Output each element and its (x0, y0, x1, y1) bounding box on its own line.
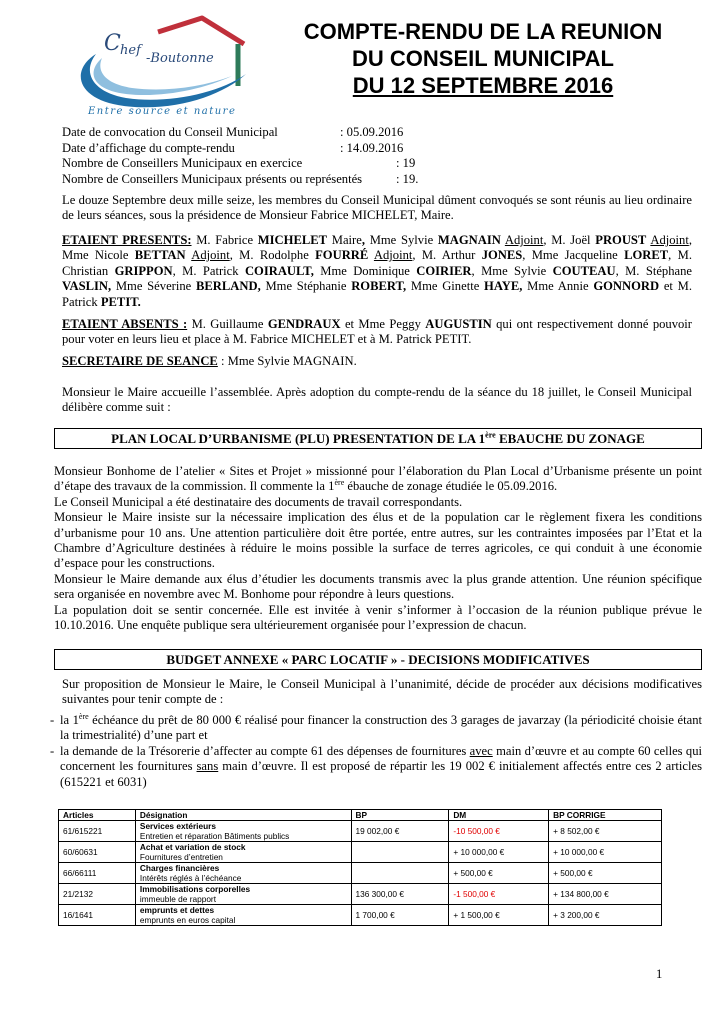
text: BUDGET ANNEXE « PARC LOCATIF » - DECISIONS MODIFICATIVES (166, 652, 590, 667)
superscript: ère (78, 711, 89, 721)
info-row (62, 172, 662, 188)
absents-heading: ETAIENT ABSENTS : (62, 317, 188, 331)
cell-bp-corrige: + 500,00 € (549, 863, 662, 884)
member-name: JONES (481, 248, 523, 263)
cell-bp-corrige: + 8 502,00 € (549, 821, 662, 842)
text: Monsieur Bonhome de l’atelier « Sites et Projet » missionné pour l’élaboration du Plan Local d’Urbanisme présente un point d’étape des travaux de la commission. Il commente la 1 (54, 464, 702, 494)
text: EBAUCHE DU ZONAGE (495, 431, 645, 446)
table-header: Articles (59, 810, 136, 821)
member-name: BETTAN (134, 248, 186, 263)
paragraph: Le Conseil Municipal a été destinataire des documents de travail correspondants. (54, 494, 463, 509)
text: sans (196, 759, 219, 774)
member-name: GONNORD (593, 279, 660, 294)
welcome-paragraph (62, 385, 692, 416)
role-label: Adjoint (504, 233, 544, 247)
cell-article: 61/615221 (59, 821, 136, 842)
table-row (59, 863, 662, 884)
designation-detail: Intérêts réglés à l’échéance (139, 873, 242, 883)
cell-dm: + 10 000,00 € (449, 842, 549, 863)
member-name: MICHELET (257, 233, 328, 247)
designation-detail: Fournitures d’entretien (139, 852, 223, 862)
text: Mme Sylvie (364, 233, 438, 247)
bullet-list (50, 713, 702, 790)
text: Mme Annie (522, 279, 594, 294)
page-number: 1 (656, 967, 663, 981)
section-body-plu (54, 464, 702, 633)
table-header: BP CORRIGE (549, 810, 662, 821)
town-logo (62, 14, 262, 124)
text: Mme Dominique (313, 263, 417, 278)
designation-title: emprunts et dettes (139, 905, 215, 915)
member-name: MAGNAIN (437, 233, 501, 247)
table-row (59, 842, 662, 863)
text: , M. Christian (62, 248, 692, 278)
text: Mme Ginette (406, 279, 485, 294)
cell-article: 16/1641 (59, 905, 136, 926)
member-name: COIRIER (416, 263, 472, 278)
text: , Mme Sylvie (471, 263, 553, 278)
cell-designation (135, 884, 351, 905)
budget-table (58, 809, 662, 926)
title-line-3: DU 12 SEPTEMBRE 2016 (352, 73, 614, 98)
text: Mme Stéphanie (260, 279, 352, 294)
info-value: : 14.09.2016 (340, 140, 404, 155)
meeting-info (62, 125, 662, 187)
paragraph: Monsieur le Maire insiste sur la nécessaire implication des élus et de la population car le règlement fixera les conditions d’urbanisme pour 10 ans. Une attention particulière doit être portée, entre autres, sur les contraintes imposées par l’Etat et la Chambre d’Agriculture destinées à réduire le moins possible la surface de terres agricoles, ce qui conduit à une économie d’espace pour les constructions. (54, 510, 702, 571)
section-heading-plu (54, 428, 702, 449)
text: , M. Arthur (412, 248, 482, 263)
cell-article: 21/2132 (59, 884, 136, 905)
cell-dm: + 1 500,00 € (449, 905, 549, 926)
text: , (361, 233, 365, 247)
cell-bp-corrige: + 10 000,00 € (549, 842, 662, 863)
cell-article: 60/60631 (59, 842, 136, 863)
text: la 1 (60, 713, 79, 727)
cell-bp: 1 700,00 € (351, 905, 449, 926)
text: et M. Patrick (62, 279, 693, 309)
section-body-budget (62, 677, 702, 708)
table-header: DM (449, 810, 549, 821)
text: : Mme Sylvie MAGNAIN. (217, 354, 357, 368)
text: main d’œuvre et au compte 60 celles qui concernent les fournitures (60, 743, 702, 774)
table-header-row (59, 810, 662, 821)
info-label: Nombre de Conseillers Municipaux présents ou représentés (62, 171, 363, 186)
list-item: - la demande de la Trésorerie d’affecter au compte 61 des dépenses de fournitures avec main d’œuvre et au compte 60 celles qui concernent les fournitures sans main d’œuvre. Il est proposé de répartir les 19 002 € initialement affectés entre ces 2 articles (615221 et 6031) (50, 743, 702, 789)
designation-detail: emprunts en euros capital (139, 915, 236, 925)
title-line-2: DU CONSEIL MUNICIPAL (352, 46, 614, 71)
cell-bp: 136 300,00 € (351, 884, 449, 905)
cell-dm: -10 500,00 € (449, 821, 549, 842)
member-name: AUGUSTIN (425, 317, 492, 331)
cell-bp-corrige: + 134 800,00 € (549, 884, 662, 905)
member-name: LORET (624, 248, 669, 263)
list-item: - la 1ère échéance du prêt de 80 000 € réalisé pour financer la construction des 3 garages de javarzay (la périodicité choisie étant la trimestrialité) d’une part et (50, 711, 702, 743)
text: et Mme Peggy (340, 317, 426, 331)
logo-graphic (62, 14, 262, 124)
designation-detail: immeuble de rapport (139, 894, 217, 904)
member-name: VASLIN, (62, 279, 112, 294)
text: M. Fabrice (191, 233, 258, 247)
info-value: : 19 (396, 156, 416, 170)
paragraph: Sur proposition de Monsieur le Maire, le Conseil Municipal à l’unanimité, décide de procéder aux décisions modificatives suivantes pour tenir compte de : (62, 677, 702, 707)
text: , M. Patrick (172, 263, 245, 278)
table-header: BP (351, 810, 449, 821)
info-label: Date d’affichage du compte-rendu (62, 140, 235, 155)
paragraph: Monsieur le Maire demande aux élus d’étudier les documents transmis avec la plus grande attention. Une réunion spécifique sera organisée en novembre avec M. Bonhome pour répondre à leurs questions. (54, 571, 702, 602)
cell-bp (351, 842, 449, 863)
info-row (62, 125, 662, 141)
logo-roof (158, 18, 244, 44)
role-label: Adjoint (373, 248, 413, 263)
cell-dm: -1 500,00 € (449, 884, 549, 905)
info-label: Date de convocation du Conseil Municipal (62, 125, 278, 139)
text: , M. Joël (543, 233, 596, 247)
text: M. Guillaume (187, 317, 268, 331)
member-name: GENDRAUX (267, 317, 341, 331)
table-header: Désignation (135, 810, 351, 821)
cell-designation (135, 842, 351, 863)
role-label: Adjoint (191, 248, 230, 263)
role-label: Adjoint (650, 233, 689, 247)
section-heading-budget (54, 649, 702, 670)
svg-text:-Boutonne: -Boutonne (146, 51, 214, 66)
intro-paragraph (62, 193, 692, 224)
member-name: FOURRÉ (315, 248, 369, 263)
info-value: : 19. (396, 171, 419, 186)
superscript: ère (334, 478, 345, 488)
info-value: : 05.09.2016 (340, 125, 404, 139)
table-row (59, 884, 662, 905)
svg-text:C: C (104, 31, 121, 56)
secretary-heading: SECRETAIRE DE SEANCE (62, 354, 218, 368)
text: Maire (327, 233, 362, 247)
designation-detail: Entretien et réparation Bâtiments publics (139, 831, 290, 841)
svg-text:Entre source et nature: Entre source et nature (88, 106, 237, 117)
cell-designation (135, 863, 351, 884)
cell-article: 66/66111 (59, 863, 136, 884)
designation-title: Charges financières (139, 863, 220, 873)
paragraph: La population doit se sentir concernée. Elle est invitée à venir s’informer à l’occasion de la réunion publique prévue le 10.10.2016. Une enquête publique sera ultérieurement organisée pour l’expression de chacun. (54, 602, 702, 633)
cell-designation (135, 905, 351, 926)
text: Mme Séverine (111, 279, 196, 294)
text: qui ont respectivement donné pouvoir pour voter en leurs lieu et place à M. Fabrice MICHELET et à M. Patrick PETIT. (62, 317, 692, 347)
text: échéance du prêt de 80 000 € réalisé pour financer la construction des 3 garages de javarzay (la périodicité choisie étant la trimestrialité) d’une part et (60, 713, 702, 743)
member-name: ROBERT, (351, 279, 407, 294)
cell-bp (351, 863, 449, 884)
welcome-text: Monsieur le Maire accueille l’assemblée. Après adoption du compte-rendu de la séance du 18 juillet, le Conseil Municipal délibère comme suit : (62, 385, 692, 415)
superscript: ère (485, 430, 496, 440)
text: , Mme Nicole (62, 233, 692, 263)
text: avec (469, 743, 493, 758)
table-row (59, 905, 662, 926)
designation-title: Services extérieurs (139, 821, 217, 831)
member-name: PROUST (595, 233, 647, 247)
member-name: GRIPPON (114, 263, 173, 278)
intro-text: Le douze Septembre deux mille seize, les membres du Conseil Municipal dûment convoqués se sont réunis au lieu ordinaire de leurs séances, sous la présidence de Monsieur Fabrice MICHELET, Maire. (62, 193, 692, 223)
member-name: COIRAULT, (244, 263, 314, 278)
text: main d’œuvre. Il est proposé de répartir les 19 002 € initialement affectés entre ces 2 articles (615221 et 6031) (60, 759, 702, 789)
text: la demande de la Trésorerie d’affecter au compte 61 des dépenses de fournitures (60, 743, 470, 758)
text: , M. Stéphane (615, 263, 692, 278)
info-row (62, 156, 662, 172)
secretary-paragraph (62, 354, 692, 369)
presents-paragraph (62, 233, 692, 310)
presents-heading: ETAIENT PRESENTS: (62, 233, 192, 247)
designation-title: Achat et variation de stock (139, 842, 246, 852)
info-label: Nombre de Conseillers Municipaux en exercice (62, 156, 303, 170)
info-row (62, 141, 662, 157)
document-title (262, 18, 704, 99)
text: , Mme Jacqueline (522, 248, 625, 263)
text: ébauche de zonage étudiée le 05.09.2016. (344, 479, 558, 494)
member-name: PETIT. (100, 294, 141, 309)
absents-paragraph (62, 317, 692, 348)
member-name: HAYE, (484, 279, 523, 294)
text: , M. Rodolphe (229, 248, 316, 263)
table-row (59, 821, 662, 842)
cell-dm: + 500,00 € (449, 863, 549, 884)
member-name: BERLAND, (195, 279, 261, 294)
designation-title: Immobilisations corporelles (139, 884, 251, 894)
text: PLAN LOCAL D’URBANISME (PLU) PRESENTATION DE LA 1 (111, 431, 486, 446)
title-line-1: COMPTE-RENDU DE LA REUNION (303, 19, 663, 44)
cell-bp-corrige: + 3 200,00 € (549, 905, 662, 926)
cell-bp: 19 002,00 € (351, 821, 449, 842)
member-name: COUTEAU (552, 263, 616, 278)
cell-designation (135, 821, 351, 842)
svg-text:hef: hef (120, 43, 141, 58)
